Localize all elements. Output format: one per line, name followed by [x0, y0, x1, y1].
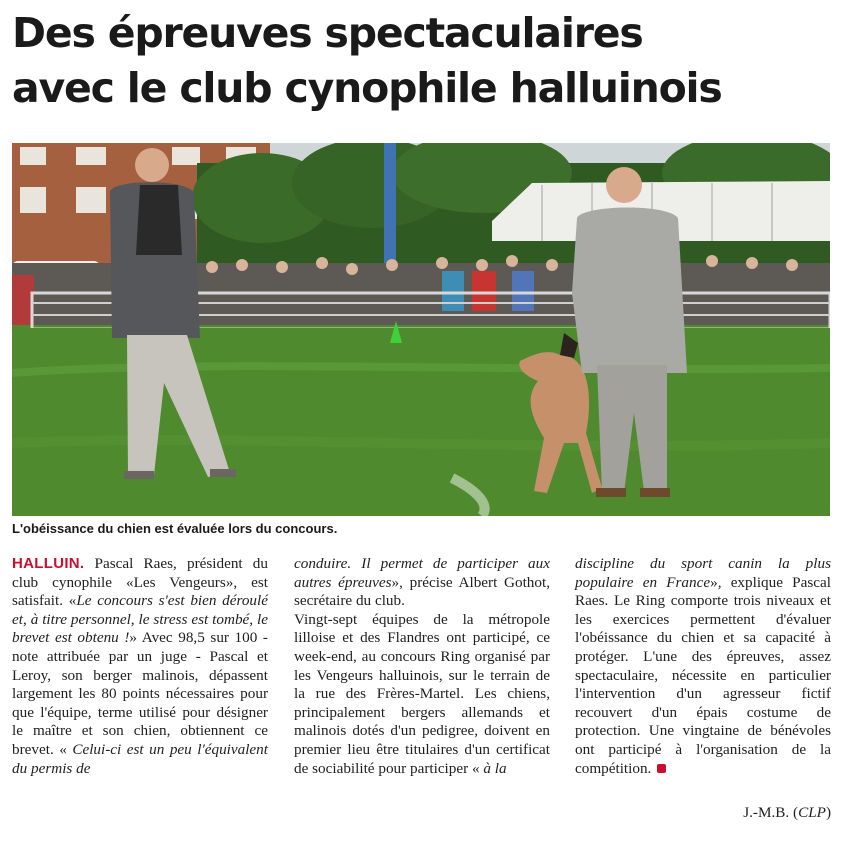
col1-quote-2: Celui-ci est un peu l'équivalent du permis de	[12, 740, 268, 777]
column-3-text	[575, 555, 831, 778]
photo-illustration	[12, 143, 830, 516]
column-2-para-2	[294, 611, 550, 778]
dateline-location: HALLUIN.	[12, 555, 85, 572]
article-column-3	[575, 555, 831, 778]
article-photo	[12, 143, 830, 516]
author-signature	[575, 804, 831, 822]
col3-quote-1: discipline du sport canin la plus populaire en France	[575, 555, 831, 591]
col2-text-b: Vingt-sept équipes de la métropole lilloise et des Flandres ont participé, ce week-end, au concours Ring organisé par les Vengeurs halluinois, sur le terrain de la rue des Frères-Martel. Les chiens, principalement bergers allemands et malinois dotés d'un pedigree, doivent en premier lieu être titulaires d'un certificat de sociabilité pour participer «	[294, 610, 550, 777]
col2-quote-2: à la	[479, 759, 507, 777]
photo-caption: L'obéissance du chien est évaluée lors du concours.	[12, 521, 338, 536]
article-column-1	[12, 555, 268, 778]
signature-close: )	[825, 804, 831, 821]
column-1-text	[12, 555, 268, 778]
signature-initials: J.-M.B. (	[743, 804, 799, 821]
col1-quote-1: Le concours s'est bien déroulé et, à titre personnel, le stress est tombé, le brevet est obtenu !	[12, 592, 268, 647]
col1-text-b: » Avec 98,5 sur 100 - note attribuée par un juge - Pascal et Leroy, son berger malinois, dépassent largement les 80 points nécessaires pour que l'équipe, terme utilisé pour désigner le maître et son chien, obtiennent ce brevet. «	[12, 629, 268, 758]
signature-agency: CLP	[798, 804, 826, 821]
col1-text-a: Pascal Raes, président du club cynophile «Les Vengeurs», est satisfait. «	[12, 555, 268, 610]
article-column-2	[294, 555, 550, 778]
end-of-article-mark	[657, 764, 666, 773]
col2-quote-1: conduire. Il permet de participer aux autres épreuves	[294, 555, 550, 591]
col2-text-a: », précise Albert Gothot, secrétaire du club.	[294, 573, 550, 610]
headline	[12, 6, 842, 116]
col3-text-a: », explique Pascal Raes. Le Ring comporte trois niveaux et les exercices permettent d'évaluer l'obéissance du chien et sa capacité à protéger. L'une des épreuves, assez spectaculaire, nécessite en particulier l'intervention d'un agresseur fictif recouvert d'un épais costume de protection. Une vingtaine de bénévoles ont participé à l'organisation de la compétition.	[575, 573, 831, 777]
column-2-para-1	[294, 555, 550, 611]
headline-line-2: avec le club cynophile halluinois	[12, 64, 722, 112]
headline-line-1: Des épreuves spectaculaires	[12, 9, 643, 57]
